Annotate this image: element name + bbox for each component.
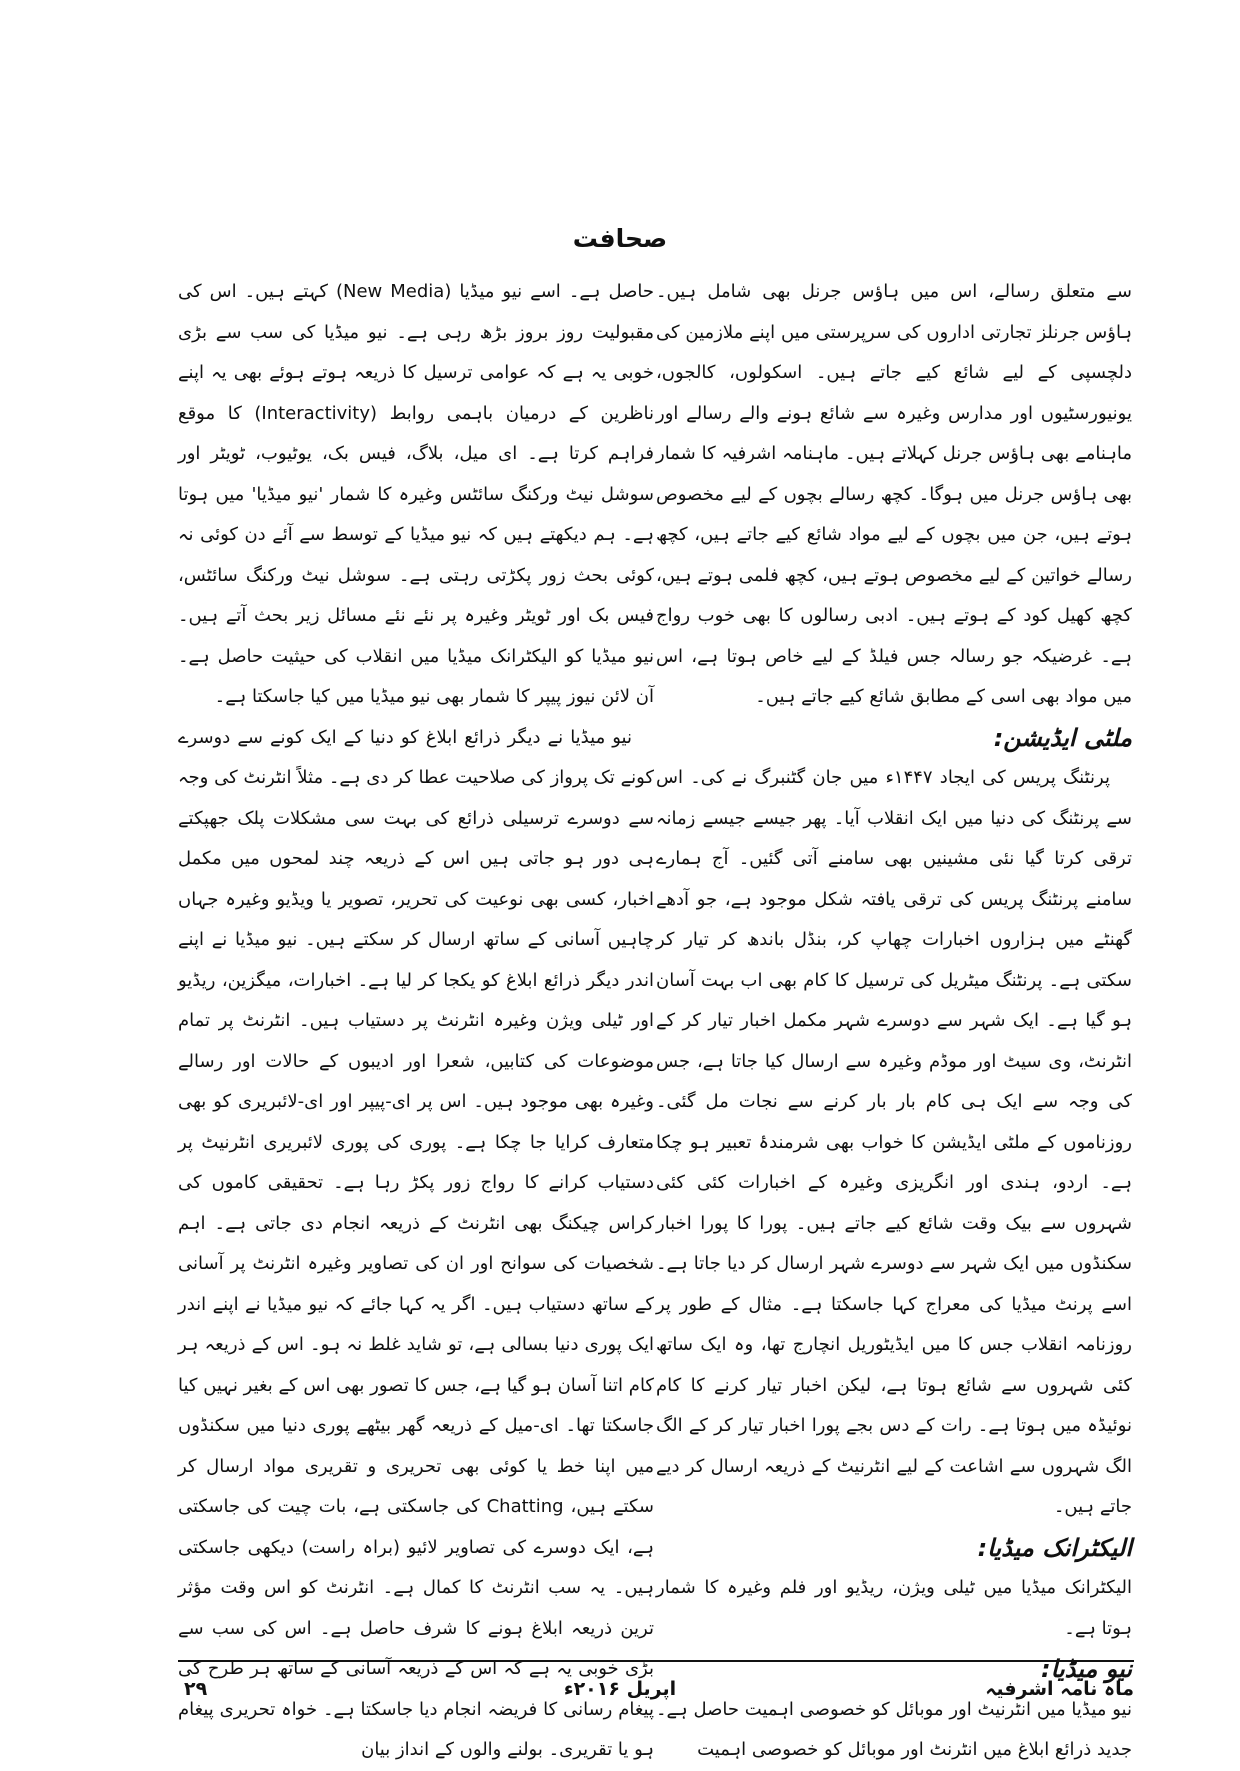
page-number: ۲۹ (184, 1678, 208, 1700)
paragraph-electronic-media: الیکٹرانک میڈیا میں ٹیلی ویژن، ریڈیو اور فلم وغیرہ کا شمار ہوتا ہے۔ (656, 1577, 1132, 1639)
footer-date: اپریل ۲۰۱۶ء (563, 1678, 677, 1700)
paragraph-new-media-intro: نیو میڈیا میں انٹرنیٹ اور موبائل کو خصوصی اہمیت حاصل ہے۔ جدید ذرائع ابلاغ میں انٹرنٹ اور موبائل کو خصوصی اہمیت (656, 1698, 1132, 1760)
footer-divider (178, 1660, 1134, 1662)
heading-electronic-media: الیکٹرانک میڈیا: (977, 1533, 1132, 1562)
paragraph-new-media: حاصل ہے۔ اسے نیو میڈیا (New Media) کہتے ہیں۔ اس کی مقبولیت روز بروز بڑھ رہی ہے۔ نیو میڈیا کی سب سے بڑی خوبی یہ ہے کہ عوامی ترسیل کا ذریعہ ہوتے ہوئے بھی یہ اپنے ناظرین کے درمیان باہمی روابط (Interactivity) کا موقع فراہم کرتا ہے۔ ای میل، بلاگ، فیس بک، یوٹیوب، ٹویٹر اور سوشل نیٹ ورکنگ سائٹس وغیرہ کا شمار 'نیو میڈیا' میں ہوتا ہے۔ ہم دیکھتے ہیں کہ نیو میڈیا کے توسط سے آئے دن کوئی نہ کوئی بحث زور پکڑتی رہتی ہے۔ سوشل نیٹ ورکنگ سائٹس، فیس بک اور ٹویٹر وغیرہ پر نئے نئے مسائل زیر بحث آتے ہیں۔ نیو میڈیا کو الیکٹرانک میڈیا میں انقلاب کی حیثیت حاصل ہے۔ آن لائن نیوز پیپر کا شمار بھی نیو میڈیا میں کیا جاسکتا ہے۔ (178, 281, 655, 707)
paragraph-house-journals: سے متعلق رسالے، اس میں ہاؤس جرنل بھی شامل ہیں۔ ہاؤس جرنلز تجارتی اداروں کی سرپرستی میں اپنے ملازمین کی دلچسپی کے لیے شائع کیے جاتے ہیں۔ اسکولوں، کالجوں، یونیورسٹیوں اور مدارس وغیرہ سے شائع ہونے والے رسالے اور ماہنامے بھی ہاؤس جرنل کہلاتے ہیں۔ ماہنامہ اشرفیہ کا شمار بھی ہاؤس جرنل میں ہوگا۔ کچھ رسالے بچوں کے لیے مخصوص ہوتے ہیں، جن میں بچوں کے لیے مواد شائع کیے جاتے ہیں، کچھ رسالے خواتین کے لیے مخصوص ہوتے ہیں، کچھ فلمی ہوتے ہیں، کچھ کھیل کود کے ہوتے ہیں۔ ادبی رسالوں کا بھی خوب رواج ہے۔ غرضیکہ جو رسالہ جس فیلڈ کے لیے خاص ہوتا ہے، اس میں مواد بھی اسی کے مطابق شائع کیے جاتے ہیں۔ (656, 281, 1132, 707)
right-column (656, 272, 1132, 1760)
page-title: صحافت (572, 224, 668, 253)
footer-magazine-name: ماہ نامہ اشرفیہ (985, 1678, 1134, 1700)
heading-new-media: نیو میڈیا: (1041, 1655, 1132, 1683)
paragraph-printing-press: پرنٹنگ پریس کی ایجاد ۱۴۴۷ء میں جان گٹنبرگ نے کی۔ اس سے پرنٹنگ کی دنیا میں ایک انقلاب آیا۔ پھر جیسے جیسے زمانہ ترقی کرتا گیا نئی مشینیں بھی سامنے آتی گئیں۔ آج ہمارے سامنے پرنٹنگ پریس کی ترقی یافتہ شکل موجود ہے، جو آدھے گھنٹے میں ہزاروں اخبارات چھاپ کر، بنڈل باندھ کر تیار کر سکتی ہے۔ پرنٹنگ میٹریل کی ترسیل کا کام بھی اب بہت آسان ہو گیا ہے۔ ایک شہر سے دوسرے شہر مکمل اخبار تیار کر کے انٹرنٹ، وی سیٹ اور موڈم وغیرہ سے ارسال کیا جاتا ہے، جس کی وجہ سے ایک ہی کام بار بار کرنے سے نجات مل گئی۔ روزناموں کے ملٹی ایڈیشن کا خواب بھی شرمندۂ تعبیر ہو چکا ہے۔ اردو، ہندی اور انگریزی وغیرہ کے اخبارات کئی کئی شہروں سے بیک وقت شائع کیے جاتے ہیں۔ پورا کا پورا اخبار سکنڈوں میں ایک شہر سے دوسرے شہر ارسال کر دیا جاتا ہے۔ اسے پرنٹ میڈیا کی معراج کہا جاسکتا ہے۔ مثال کے طور پر روزنامہ انقلاب جس کا میں ایڈیٹوریل انچارج تھا، وہ ایک ساتھ کئی شہروں سے شائع ہوتا ہے، لیکن اخبار تیار کرنے کا کام نوئیڈہ میں ہوتا ہے۔ رات کے دس بجے پورا اخبار تیار کر کے الگ الگ شہروں سے اشاعت کے لیے انٹرنیٹ کے ذریعہ ارسال کر دیے جاتے ہیں۔ (656, 767, 1132, 1517)
heading-multi-edition: ملٹی ایڈیشن: (993, 723, 1132, 752)
paragraph-internet: نیو میڈیا نے دیگر ذرائع ابلاغ کو دنیا کے ایک کونے سے دوسرے کونے تک پرواز کی صلاحیت عطا کر دی ہے۔ مثلاً انٹرنٹ کی وجہ سے دوسرے ترسیلی ذرائع کی بہت سی مشکلات پلک جھپکتے ہی دور ہو جاتی ہیں اس کے ذریعہ چند لمحوں میں مکمل اخبار، کسی بھی نوعیت کی تحریر، تصویر یا ویڈیو وغیرہ جہاں چاہیں آسانی کے ساتھ ارسال کر سکتے ہیں۔ نیو میڈیا نے اپنے اندر دیگر ذرائع ابلاغ کو یکجا کر لیا ہے۔ اخبارات، میگزین، ریڈیو اور ٹیلی ویژن وغیرہ انٹرنٹ پر دستیاب ہیں۔ انٹرنٹ پر تمام موضوعات کی کتابیں، شعرا اور ادیبوں کے حالات اور رسالے وغیرہ بھی موجود ہیں۔ اس پر ای-پیپر اور ای-لائبریری کو بھی متعارف کرایا جا چکا ہے۔ پوری کی پوری لائبریری انٹرنیٹ پر دستیاب کرانے کا رواج زور پکڑ رہا ہے۔ تحقیقی کاموں کی کراس چیکنگ بھی انٹرنٹ کے ذریعہ انجام دی جاتی ہے۔ اہم شخصیات کی سوانح اور ان کی تصاویر وغیرہ انٹرنٹ پر آسانی کے ساتھ دستیاب ہیں۔ اگر یہ کہا جائے کہ نیو میڈیا نے اپنے اندر ایک پوری دنیا بسالی ہے، تو شاید غلط نہ ہو۔ اس کے ذریعہ ہر کام اتنا آسان ہو گیا ہے، جس کا تصور بھی اس کے بغیر نہیں کیا جاسکتا تھا۔ ای-میل کے ذریعہ گھر بیٹھے پوری دنیا میں سکنڈوں میں اپنا خط یا کوئی بھی تحریری و تقریری مواد ارسال کر سکتے ہیں، Chatting کی جاسکتی ہے، بات چیت کی جاسکتی ہے، ایک دوسرے کی تصاویر لائیو (براہ راست) دیکھی جاسکتی ہیں۔ یہ سب انٹرنٹ کا کمال ہے۔ انٹرنٹ کو اس وقت مؤثر ترین ذریعہ ابلاغ ہونے کا شرف حاصل ہے۔ اس کی سب سے بڑی خوبی یہ ہے کہ اس کے ذریعہ آسانی کے ساتھ ہر طرح کی پیغام رسانی کا فریضہ انجام دیا جاسکتا ہے۔ خواہ تحریری پیغام ہو یا تقریری۔ بولنے والوں کے انداز بیان (178, 726, 654, 1760)
